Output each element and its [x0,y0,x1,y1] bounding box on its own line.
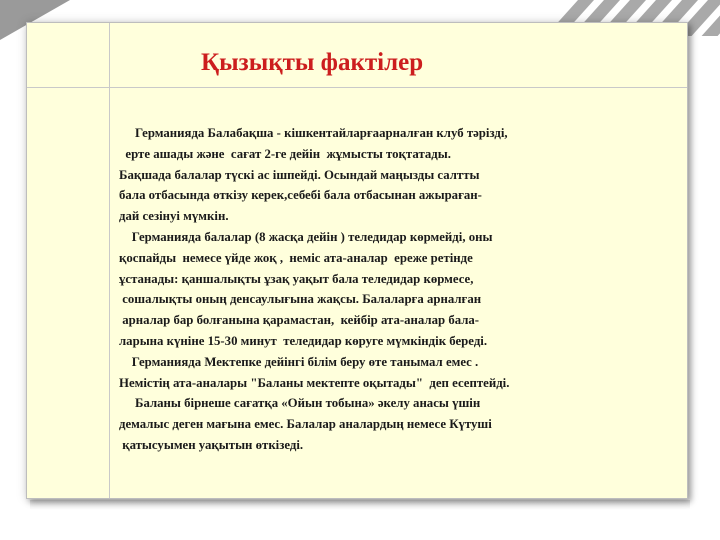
content-panel [26,22,688,499]
panel-horizontal-divider [27,87,687,88]
panel-vertical-divider [109,23,110,498]
slide-title: Қызықты фактілер [201,49,424,76]
panel-shadow [30,500,690,510]
slide-body-text: Германияда Балабақша - кішкентайларғаарналған клуб тәрізді, ерте ашады және сағат 2-ге дейін жұмысты тоқтатады. Бақшада балалар түскі ас ішпейді. Осындай маңызды салтты бала отбасында өткізу керек,себебі бала отбасынан ажыраған- дай сезінуі мүмкін. Германияда балалар (8 жасқа дейін ) теледидар көрмейді, оны қоспайды немесе үйде жоқ , неміс ата-аналар ереже ретінде ұстанады: қаншалықты ұзақ уақыт бала теледидар көрмесе, сошалықты оның денсаулығына жақсы. Балаларға арналған арналар бар болғанына қарамастан, кейбір ата-аналар бала- ларына күніне 15-30 минут теледидар көруге мүмкіндік береді. Германияда Мектепке дейінгі білім беру өте танымал емес . Немістің ата-аналары "Баланы мектепте оқытады" деп есептейді. Баланы бірнеше сағатқа «Ойын тобына» әкелу анасы үшін демалыс деген мағына емес. Балалар аналардың немесе Күтуші қатысуымен уақытын өткізеді. [119,126,510,452]
